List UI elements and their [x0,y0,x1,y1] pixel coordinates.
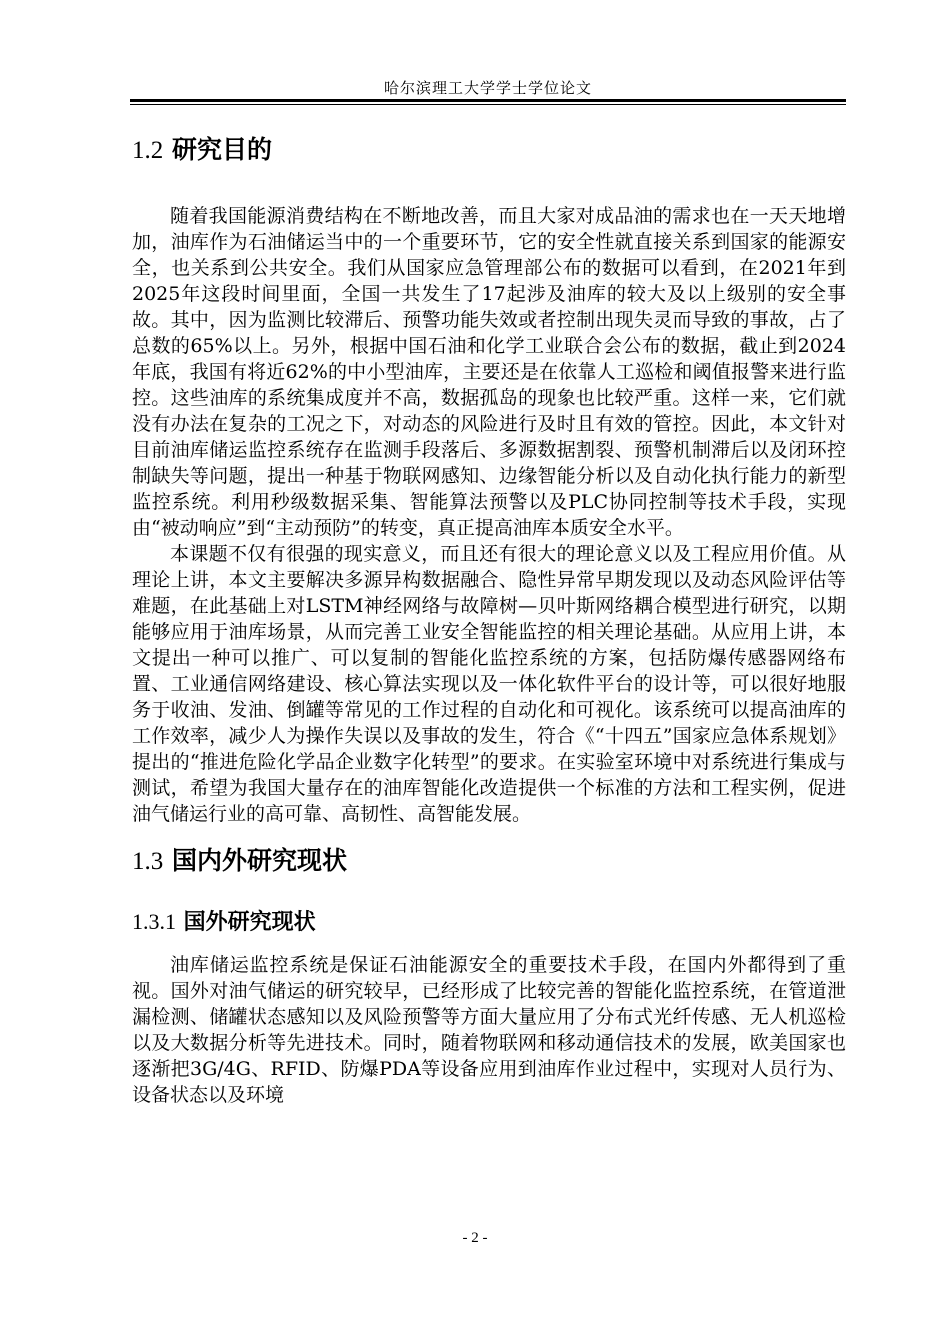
header-rule-thick [130,99,846,102]
body-content [132,128,846,1108]
subsection-heading-1-3-1 [132,902,846,942]
header-rule-thin [130,104,846,105]
body-paragraph: 油库储运监控系统是保证石油能源安全的重要技术手段，在国内外都得到了重视。国外对油气储运的研究较早，已经形成了比较完善的智能化监控系统，在管道泄漏检测、储罐状态感知以及风险预警等方面大量应用了分布式光纤传感、无人机巡检以及大数据分析等先进技术。同时，随着物联网和移动通信技术的发展，欧美国家也逐渐把3G/4G、RFID、防爆PDA等设备应用到油库作业过程中，实现对人员行为、设备状态以及环境 [132,954,846,1106]
body-paragraph: 随着我国能源消费结构在不断地改善，而且大家对成品油的需求也在一天天地增加，油库作为石油储运当中的一个重要环节，它的安全性就直接关系到国家的能源安全，也关系到公共安全。我们从国家应急管理部公布的数据可以看到，在2021年到2025年这段时间里面，全国一共发生了17起涉及油库的较大及以上级别的安全事故。其中，因为监测比较滞后、预警功能失效或者控制出现失灵而导致的事故，占了总数的65%以上。另外，根据中国石油和化学工业联合会公布的数据，截止到2024年底，我国有将近62%的中小型油库，主要还是在依靠人工巡检和阈值报警来进行监控。这些油库的系统集成度并不高，数据孤岛的现象也比较严重。这样一来，它们就没有办法在复杂的工况之下，对动态的风险进行及时且有效的管控。因此，本文针对目前油库储运监控系统存在监测手段落后、多源数据割裂、预警机制滞后以及闭环控制缺失等问题，提出一种基于物联网感知、边缘智能分析以及自动化执行能力的新型监控系统。利用秒级数据采集、智能算法预警以及PLC协同控制等技术手段，实现由“被动响应”到“主动预防”的转变，真正提高油库本质安全水平。 [132,205,846,539]
section-title: 研究目的 [171,135,272,164]
section-number: 1.3 [132,848,164,875]
section-number: 1.2 [132,137,164,164]
body-paragraph: 本课题不仅有很强的现实意义，而且还有很大的理论意义以及工程应用价值。从理论上讲，本文主要解决多源异构数据融合、隐性异常早期发现以及动态风险评估等难题，在此基础上对LSTM神经网络与故障树—贝叶斯网络耦合模型进行研究，以期能够应用于油库场景，从而完善工业安全智能监控的相关理论基础。从应用上讲，本文提出一种可以推广、可以复制的智能化监控系统的方案，包括防爆传感器网络布置、工业通信网络建设、核心算法实现以及一体化软件平台的设计等，可以很好地服务于收油、发油、倒罐等常见的工作过程的自动化和可视化。该系统可以提高油库的工作效率，减少人为操作失误以及事故的发生，符合《“十四五”国家应急体系规划》提出的“推进危险化学品企业数字化转型”的要求。在实验室环境中对系统进行集成与测试，希望为我国大量存在的油库智能化改造提供一个标准的方法和工程实例，促进油气储运行业的高可靠、高韧性、高智能发展。 [132,543,846,825]
running-header: 哈尔滨理工大学学士学位论文 [383,79,592,97]
section-title: 国内外研究现状 [171,846,347,875]
section-title: 国外研究现状 [183,909,316,935]
section-number: 1.3.1 [132,909,176,934]
page-number: - 2 - [462,1230,488,1246]
section-heading-1-3 [132,839,846,884]
section-heading-1-2 [132,128,846,173]
